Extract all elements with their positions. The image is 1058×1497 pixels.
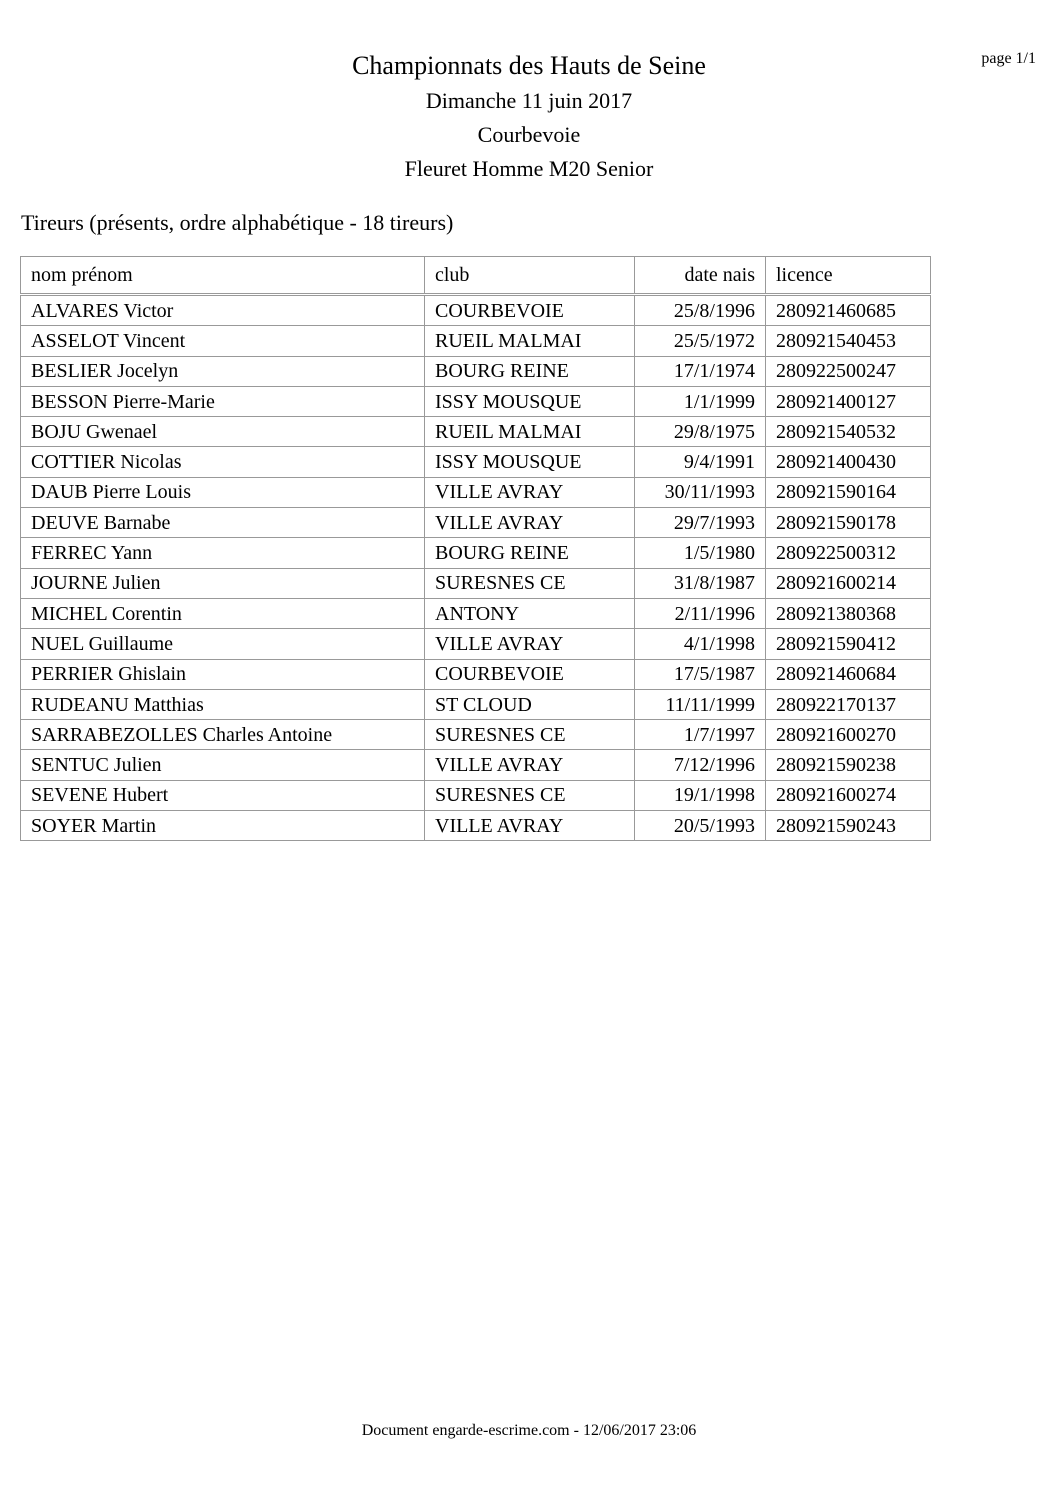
table-row: [21, 811, 931, 841]
cell-licence: 280921590238: [766, 750, 931, 780]
table-body: [21, 295, 931, 841]
cell-name: SEVENE Hubert: [21, 780, 425, 810]
cell-licence: 280921400127: [766, 386, 931, 416]
cell-name: BOJU Gwenael: [21, 417, 425, 447]
cell-licence: 280921600270: [766, 720, 931, 750]
cell-licence: 280921540453: [766, 326, 931, 356]
cell-birthdate: 4/1/1998: [635, 629, 766, 659]
table-row: [21, 295, 931, 326]
cell-club: VILLE AVRAY: [425, 477, 635, 507]
cell-name: SENTUC Julien: [21, 750, 425, 780]
cell-licence: 280921590178: [766, 508, 931, 538]
cell-licence: 280922500312: [766, 538, 931, 568]
cell-birthdate: 25/5/1972: [635, 326, 766, 356]
cell-birthdate: 7/12/1996: [635, 750, 766, 780]
cell-licence: 280921590412: [766, 629, 931, 659]
cell-licence: 280922170137: [766, 689, 931, 719]
column-header-name: nom prénom: [21, 257, 425, 295]
cell-licence: 280921590243: [766, 811, 931, 841]
cell-club: SURESNES CE: [425, 720, 635, 750]
cell-licence: 280921380368: [766, 598, 931, 628]
cell-birthdate: 1/1/1999: [635, 386, 766, 416]
cell-name: ALVARES Victor: [21, 295, 425, 326]
cell-name: BESSON Pierre-Marie: [21, 386, 425, 416]
cell-birthdate: 2/11/1996: [635, 598, 766, 628]
cell-club: COURBEVOIE: [425, 659, 635, 689]
table-header-row: [21, 257, 931, 295]
table-row: [21, 780, 931, 810]
table-row: [21, 477, 931, 507]
cell-club: BOURG REINE: [425, 538, 635, 568]
document-footer: Document engarde-escrime.com - 12/06/2017 23:06: [361, 1422, 697, 1439]
cell-licence: 280921400430: [766, 447, 931, 477]
cell-club: ANTONY: [425, 598, 635, 628]
cell-name: FERREC Yann: [21, 538, 425, 568]
cell-licence: 280922500247: [766, 356, 931, 386]
cell-birthdate: 30/11/1993: [635, 477, 766, 507]
cell-club: RUEIL MALMAI: [425, 417, 635, 447]
cell-licence: 280921540532: [766, 417, 931, 447]
table-row: [21, 659, 931, 689]
cell-birthdate: 31/8/1987: [635, 568, 766, 598]
cell-name: DAUB Pierre Louis: [21, 477, 425, 507]
cell-name: SARRABEZOLLES Charles Antoine: [21, 720, 425, 750]
column-header-licence: licence: [766, 257, 931, 295]
cell-licence: 280921460685: [766, 295, 931, 326]
column-header-club: club: [425, 257, 635, 295]
table-row: [21, 326, 931, 356]
cell-birthdate: 20/5/1993: [635, 811, 766, 841]
competition-category: Fleuret Homme M20 Senior: [404, 156, 654, 181]
competition-title: Championnats des Hauts de Seine: [352, 51, 706, 80]
cell-name: BESLIER Jocelyn: [21, 356, 425, 386]
cell-name: SOYER Martin: [21, 811, 425, 841]
cell-birthdate: 11/11/1999: [635, 689, 766, 719]
table-row: [21, 629, 931, 659]
fencers-table: [20, 256, 931, 841]
table-row: [21, 538, 931, 568]
cell-birthdate: 9/4/1991: [635, 447, 766, 477]
cell-club: VILLE AVRAY: [425, 508, 635, 538]
cell-club: VILLE AVRAY: [425, 750, 635, 780]
cell-licence: 280921600214: [766, 568, 931, 598]
cell-name: ASSELOT Vincent: [21, 326, 425, 356]
table-row: [21, 447, 931, 477]
table-row: [21, 417, 931, 447]
table-row: [21, 598, 931, 628]
cell-club: VILLE AVRAY: [425, 629, 635, 659]
cell-club: ISSY MOUSQUE: [425, 447, 635, 477]
cell-club: SURESNES CE: [425, 568, 635, 598]
table-row: [21, 568, 931, 598]
cell-name: PERRIER Ghislain: [21, 659, 425, 689]
cell-birthdate: 17/5/1987: [635, 659, 766, 689]
cell-name: DEUVE Barnabe: [21, 508, 425, 538]
cell-club: COURBEVOIE: [425, 295, 635, 326]
cell-birthdate: 1/5/1980: [635, 538, 766, 568]
cell-club: VILLE AVRAY: [425, 811, 635, 841]
cell-name: RUDEANU Matthias: [21, 689, 425, 719]
competition-date: Dimanche 11 juin 2017: [425, 88, 633, 113]
cell-birthdate: 25/8/1996: [635, 295, 766, 326]
cell-name: COTTIER Nicolas: [21, 447, 425, 477]
cell-name: MICHEL Corentin: [21, 598, 425, 628]
competition-location: Courbevoie: [477, 122, 581, 147]
table-row: [21, 386, 931, 416]
cell-licence: 280921460684: [766, 659, 931, 689]
cell-birthdate: 1/7/1997: [635, 720, 766, 750]
table-row: [21, 720, 931, 750]
cell-club: ST CLOUD: [425, 689, 635, 719]
cell-birthdate: 29/8/1975: [635, 417, 766, 447]
cell-name: JOURNE Julien: [21, 568, 425, 598]
cell-birthdate: 29/7/1993: [635, 508, 766, 538]
cell-licence: 280921600274: [766, 780, 931, 810]
table-row: [21, 508, 931, 538]
column-header-birthdate: date nais: [635, 257, 766, 295]
cell-birthdate: 19/1/1998: [635, 780, 766, 810]
table-row: [21, 750, 931, 780]
cell-name: NUEL Guillaume: [21, 629, 425, 659]
cell-club: SURESNES CE: [425, 780, 635, 810]
cell-licence: 280921590164: [766, 477, 931, 507]
document-header: [0, 48, 1058, 186]
table-row: [21, 689, 931, 719]
cell-club: BOURG REINE: [425, 356, 635, 386]
section-title: Tireurs (présents, ordre alphabétique - 18 tireurs): [21, 210, 454, 235]
cell-club: RUEIL MALMAI: [425, 326, 635, 356]
table-row: [21, 356, 931, 386]
cell-club: ISSY MOUSQUE: [425, 386, 635, 416]
cell-birthdate: 17/1/1974: [635, 356, 766, 386]
page-indicator: page 1/1: [981, 50, 1036, 67]
